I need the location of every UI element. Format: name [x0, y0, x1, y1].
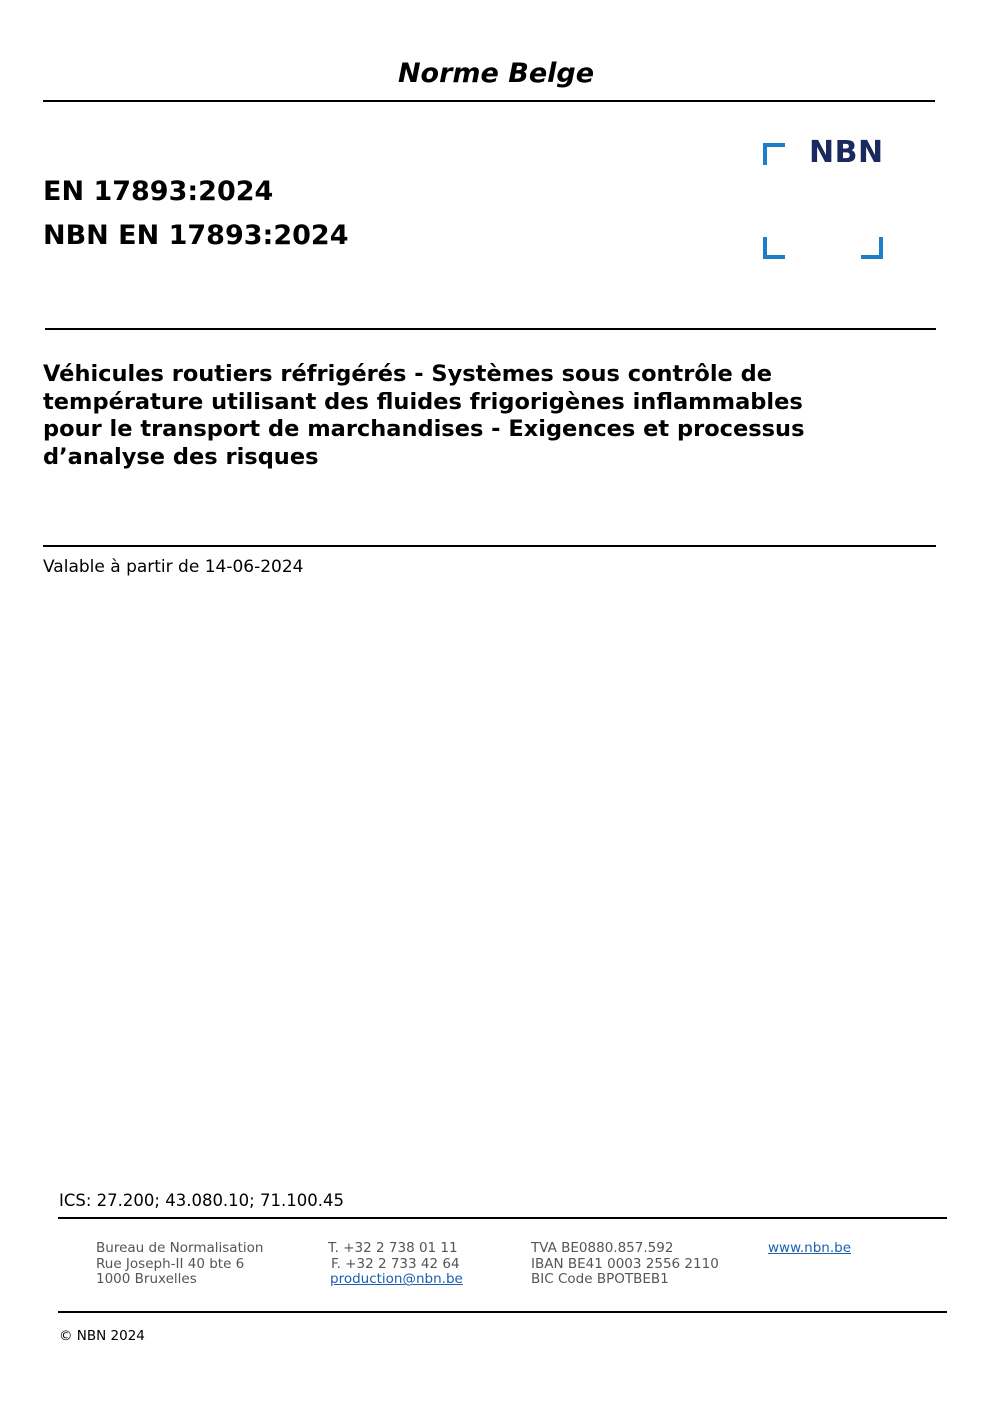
- email-link[interactable]: production@nbn.be: [330, 1271, 463, 1288]
- ics-codes: ICS: 27.200; 43.080.10; 71.100.45: [59, 1191, 344, 1210]
- ics-divider: [58, 1217, 947, 1219]
- document-title-line: température utilisant des fluides frigorigènes inflammables: [43, 388, 803, 415]
- title-divider: [43, 545, 936, 547]
- document-title-line: d’analyse des risques: [43, 443, 319, 470]
- standard-code-nbn: NBN EN 17893:2024: [43, 220, 349, 251]
- footer-web: [768, 1241, 851, 1257]
- logo-bracket-top-left: [763, 143, 785, 165]
- phone-number: T. +32 2 738 01 11: [328, 1240, 458, 1256]
- logo-wordmark: NBN: [809, 135, 884, 170]
- tva-number: TVA BE0880.857.592: [531, 1240, 674, 1256]
- document-title-line: pour le transport de marchandises - Exigences et processus: [43, 416, 805, 442]
- validity-date: Valable à partir de 14-06-2024: [43, 557, 304, 577]
- page-header-title: Norme Belge: [397, 58, 595, 89]
- website-link[interactable]: www.nbn.be: [768, 1240, 852, 1256]
- footer-banking: [531, 1241, 719, 1288]
- footer-divider: [58, 1311, 947, 1313]
- address-line: 1000 Bruxelles: [96, 1271, 197, 1288]
- header-divider: [43, 100, 935, 102]
- footer-address: [96, 1241, 263, 1288]
- logo-bracket-bottom-left: [763, 237, 785, 259]
- fax-number: F. +32 2 733 42 64: [331, 1255, 460, 1272]
- standard-code-en: EN 17893:2024: [43, 176, 274, 207]
- document-title: [43, 361, 923, 471]
- copyright-notice: © NBN 2024: [59, 1328, 145, 1344]
- code-divider: [45, 328, 936, 330]
- document-title-line: Véhicules routiers réfrigérés - Systèmes sous contrôle de: [43, 361, 773, 387]
- iban-number: IBAN BE41 0003 2556 2110: [531, 1255, 719, 1272]
- logo-bracket-bottom-right: [861, 237, 883, 259]
- footer-contact: [328, 1241, 463, 1288]
- address-line: Bureau de Normalisation: [96, 1240, 264, 1256]
- address-line: Rue Joseph-II 40 bte 6: [96, 1255, 245, 1272]
- bic-code: BIC Code BPOTBEB1: [531, 1271, 669, 1288]
